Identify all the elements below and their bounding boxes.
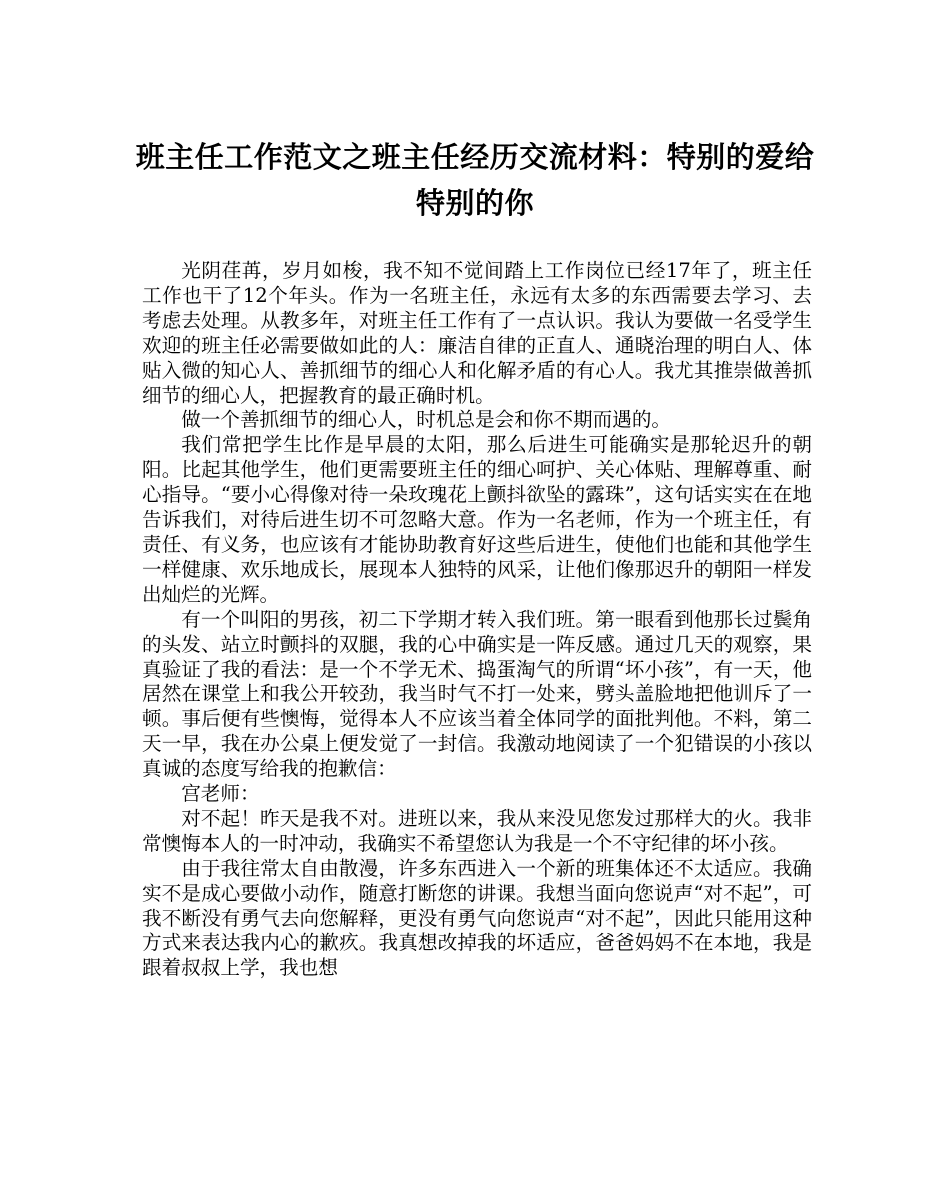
paragraph: 做一个善抓细节的细心人，时机总是会和你不期而遇的。 xyxy=(181,408,672,432)
paragraph: 我们常把学生比作是早晨的太阳，那么后进生可能确实是那轮迟升的朝阳。比起其他学生，他们更需要班主任的细心呵护、关心体贴、理解尊重、耐心指导。“要小心得像对待一朵玫瑰花上颤抖欲坠的露珠”，这句话实实在在地告诉我们，对待后进生切不可忽略大意。作为一名老师，作为一个班主任，有责任、有义务，也应该有才能协助教育好这些后进生，使他们也能和其他学生一样健康、欢乐地成长，展现本人独特的风采，让他们像那迟升的朝阳一样发出灿烂的光辉。 xyxy=(142,433,812,606)
letter-salutation: 宫老师： xyxy=(181,782,260,806)
paragraph: 有一个叫阳的男孩，初二下学期才转入我们班。第一眼看到他那长过鬓角的头发、站立时颤抖的双腿，我的心中确实是一阵反感。通过几天的观察，果真验证了我的看法：是一个不学无术、捣蛋淘气的所谓“坏小孩”，有一天，他居然在课堂上和我公开较劲，我当时气不打一处来，劈头盖脸地把他训斥了一顿。事后便有些懊悔，觉得本人不应该当着全体同学的面批判他。不料，第二天一早，我在办公桌上便发觉了一封信。我激动地阅读了一个犯错误的小孩以真诚的态度写给我的抱歉信： xyxy=(142,607,812,781)
document-title: 班主任工作范文之班主任经历交流材料：特别的爱给特别的你 xyxy=(135,140,815,220)
paragraph: 对不起！昨天是我不对。进班以来，我从来没见您发过那样大的火。我非常懊悔本人的一时冲动，我确实不希望您认为我是一个不守纪律的坏小孩。 xyxy=(142,806,812,855)
paragraph: 由于我往常太自由散漫，许多东西进入一个新的班集体还不太适应。我确实不是成心要做小动作，随意打断您的讲课。我想当面向您说声“对不起”，可我不断没有勇气去向您解释，更没有勇气向您说声“对不起”，因此只能用这种方式来表达我内心的歉疚。我真想改掉我的坏适应，爸爸妈妈不在本地，我是跟着叔叔上学，我也想 xyxy=(142,856,812,980)
paragraph: 光阴荏苒，岁月如梭，我不知不觉间踏上工作岗位已经17年了，班主任工作也干了12个年头。作为一名班主任，永远有太多的东西需要去学习、去考虑去处理。从教多年，对班主任工作有了一点认识。我认为要做一名受学生欢迎的班主任必需要做如此的人：廉洁自律的正直人、通晓治理的明白人、体贴入微的知心人、善抓细节的细心人和化解矛盾的有心人。我尤其推崇做善抓细节的细心人，把握教育的最正确时机。 xyxy=(142,259,812,407)
document-body xyxy=(142,259,812,981)
